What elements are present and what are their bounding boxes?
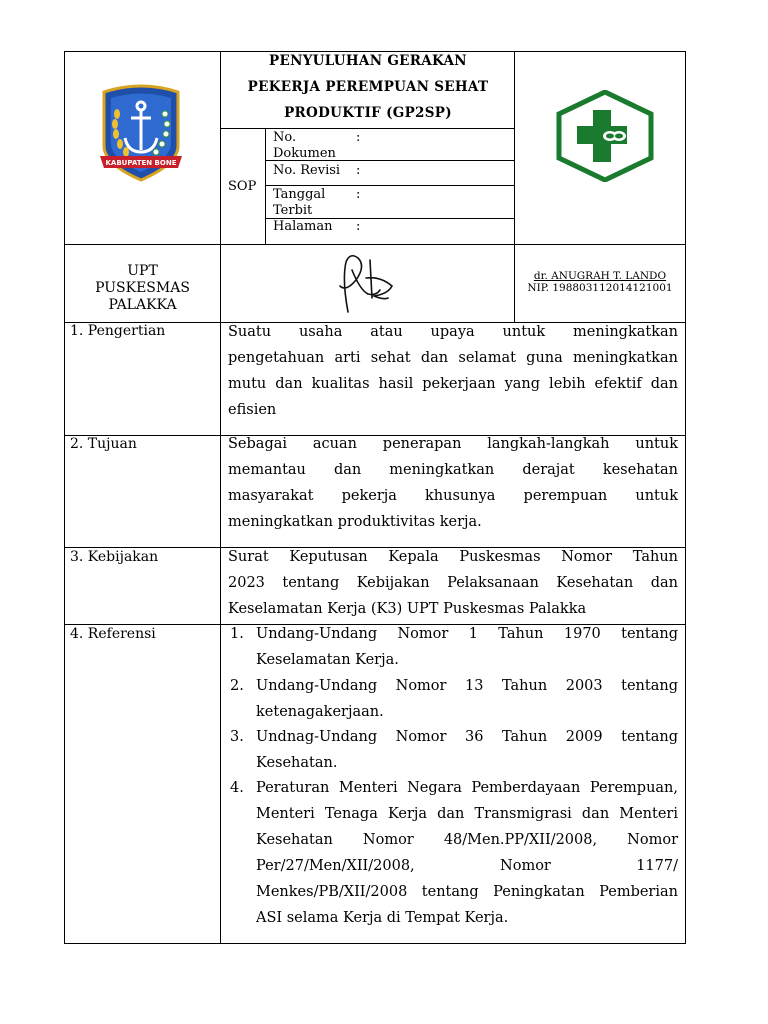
kabupaten-bone-emblem-icon [94,84,188,184]
organization-name: UPT PUSKESMAS PALAKKA [95,263,190,313]
signatory-name: dr. ANUGRAH T. LANDO [533,270,667,282]
signatory [515,270,685,294]
reference-item: 4. Peraturan Menteri Negara Pemberdayaan Perempuan, Menteri Tenaga Kerja dan Transmigrasi dan Menteri Kesehatan Nomor 48/Men.PP/XII/2008, Nomor Per/27/Men/XII/2008, Nomor 1177/ Menkes/PB/XII/2008 tentang Peningkatan Pemberian ASI selama Kerja di Tempat Kerja. [230,780,678,926]
section-label-tujuan: 2. Tujuan [70,436,137,452]
reference-item: 1. Undang-Undang Nomor 1 Tahun 1970 tentang Keselamatan Kerja. [230,626,678,668]
sop-label: SOP [228,179,257,194]
signatory-nip: NIP. 198803112014121001 [527,282,673,294]
section-label-kebijakan: 3. Kebijakan [70,549,159,565]
section-text-pengertian: Suatu usaha atau upaya untuk meningkatkan pengetahuan arti sehat dan selamat guna meningkatkan mutu dan kualitas hasil pekerjaan yang lebih efektif dan efisien [228,324,678,418]
reference-item: 2. Undang-Undang Nomor 13 Tahun 2003 tentang ketenagakerjaan. [230,678,678,720]
section-label-pengertian: 1. Pengertian [70,323,166,339]
puskesmas-cross-logo-icon [555,90,655,182]
reference-item: 3. Undnag-Undang Nomor 36 Tahun 2009 tentang Kesehatan. [230,729,678,771]
handwritten-signature-icon [330,250,400,316]
document-title: PENYULUHAN GERAKAN PEKERJA PEREMPUAN SEHAT PRODUKTIF (GP2SP) [247,53,489,121]
section-label-referensi: 4. Referensi [70,626,156,642]
emblem-ribbon-text: KABUPATEN BONE [105,159,177,167]
section-text-tujuan: Sebagai acuan penerapan langkah-langkah untuk memantau dan meningkatkan derajat kesehatan masyarakat pekerja khusunya perempuan untuk meningkatkan produktivitas kerja. [228,436,678,530]
section-text-kebijakan: Surat Keputusan Kepala Puskesmas Nomor Tahun 2023 tentang Kebijakan Pelaksanaan Kesehatan dan Keselamatan Kerja (K3) UPT Puskesmas Palakka [228,549,678,617]
